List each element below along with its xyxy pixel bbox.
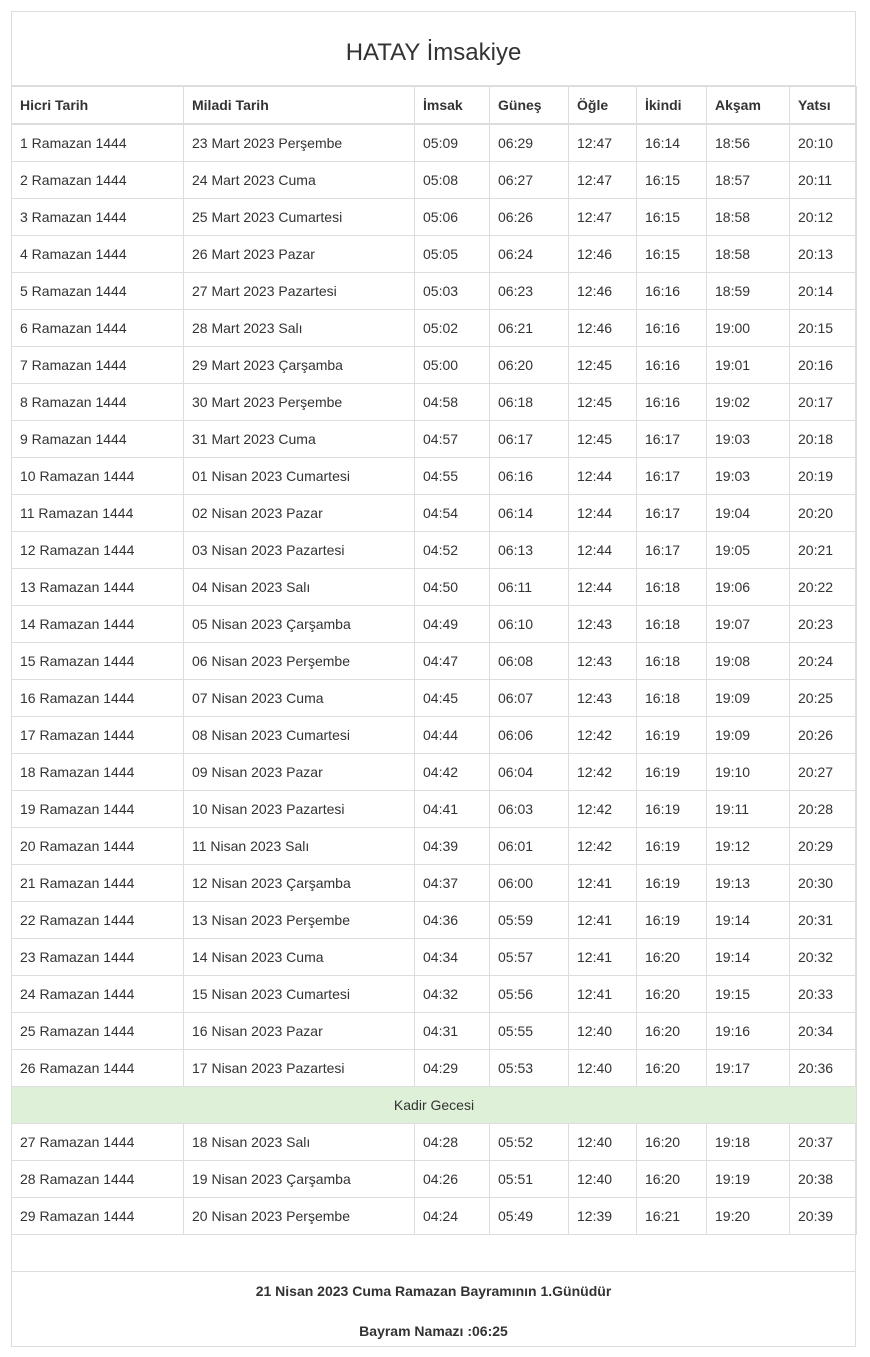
cell-gunes: 06:24 [490, 236, 569, 273]
cell-ogle: 12:46 [569, 273, 637, 310]
cell-miladi: 12 Nisan 2023 Çarşamba [184, 865, 415, 902]
cell-ogle: 12:47 [569, 199, 637, 236]
cell-imsak: 04:49 [415, 606, 490, 643]
cell-miladi: 20 Nisan 2023 Perşembe [184, 1198, 415, 1235]
table-row [12, 458, 857, 495]
table-row [12, 273, 857, 310]
kadir-gecesi-label: Kadir Gecesi [12, 1087, 857, 1124]
cell-ogle: 12:40 [569, 1161, 637, 1198]
cell-imsak: 05:06 [415, 199, 490, 236]
cell-aksam: 19:06 [707, 569, 790, 606]
cell-imsak: 05:02 [415, 310, 490, 347]
cell-imsak: 04:28 [415, 1124, 490, 1161]
cell-ogle: 12:42 [569, 754, 637, 791]
cell-gunes: 05:55 [490, 1013, 569, 1050]
cell-miladi: 17 Nisan 2023 Pazartesi [184, 1050, 415, 1087]
cell-miladi: 24 Mart 2023 Cuma [184, 162, 415, 199]
cell-hicri: 29 Ramazan 1444 [12, 1198, 184, 1235]
cell-hicri: 6 Ramazan 1444 [12, 310, 184, 347]
table-row [12, 1124, 857, 1161]
cell-hicri: 16 Ramazan 1444 [12, 680, 184, 717]
cell-gunes: 06:10 [490, 606, 569, 643]
cell-ogle: 12:43 [569, 680, 637, 717]
column-header-hicri: Hicri Tarih [12, 87, 184, 125]
cell-hicri: 3 Ramazan 1444 [12, 199, 184, 236]
cell-imsak: 04:47 [415, 643, 490, 680]
cell-miladi: 02 Nisan 2023 Pazar [184, 495, 415, 532]
table-row [12, 976, 857, 1013]
cell-ogle: 12:40 [569, 1013, 637, 1050]
cell-ikindi: 16:19 [637, 717, 707, 754]
cell-imsak: 04:32 [415, 976, 490, 1013]
cell-hicri: 25 Ramazan 1444 [12, 1013, 184, 1050]
cell-imsak: 05:08 [415, 162, 490, 199]
cell-miladi: 09 Nisan 2023 Pazar [184, 754, 415, 791]
cell-gunes: 06:01 [490, 828, 569, 865]
cell-aksam: 19:15 [707, 976, 790, 1013]
cell-yatsi: 20:12 [790, 199, 857, 236]
cell-aksam: 19:04 [707, 495, 790, 532]
cell-hicri: 4 Ramazan 1444 [12, 236, 184, 273]
cell-gunes: 06:20 [490, 347, 569, 384]
column-header-aksam: Akşam [707, 87, 790, 125]
cell-gunes: 06:07 [490, 680, 569, 717]
cell-hicri: 23 Ramazan 1444 [12, 939, 184, 976]
cell-ogle: 12:41 [569, 902, 637, 939]
cell-gunes: 06:27 [490, 162, 569, 199]
cell-yatsi: 20:16 [790, 347, 857, 384]
table-row [12, 1050, 857, 1087]
cell-ikindi: 16:17 [637, 458, 707, 495]
cell-miladi: 07 Nisan 2023 Cuma [184, 680, 415, 717]
column-header-yatsi: Yatsı [790, 87, 857, 125]
cell-yatsi: 20:23 [790, 606, 857, 643]
table-row [12, 384, 857, 421]
cell-aksam: 19:05 [707, 532, 790, 569]
table-row [12, 236, 857, 273]
cell-hicri: 13 Ramazan 1444 [12, 569, 184, 606]
cell-hicri: 1 Ramazan 1444 [12, 124, 184, 162]
cell-ikindi: 16:16 [637, 384, 707, 421]
cell-aksam: 18:57 [707, 162, 790, 199]
cell-gunes: 06:18 [490, 384, 569, 421]
cell-ogle: 12:41 [569, 939, 637, 976]
cell-ikindi: 16:15 [637, 199, 707, 236]
cell-imsak: 04:44 [415, 717, 490, 754]
cell-yatsi: 20:15 [790, 310, 857, 347]
bayram-namazi-text: Bayram Namazı :06:25 [359, 1323, 508, 1339]
cell-gunes: 06:21 [490, 310, 569, 347]
cell-yatsi: 20:37 [790, 1124, 857, 1161]
table-row [12, 1161, 857, 1198]
table-row [12, 865, 857, 902]
cell-yatsi: 20:31 [790, 902, 857, 939]
table-row [12, 643, 857, 680]
cell-hicri: 2 Ramazan 1444 [12, 162, 184, 199]
cell-ogle: 12:41 [569, 865, 637, 902]
cell-ikindi: 16:16 [637, 273, 707, 310]
cell-imsak: 04:45 [415, 680, 490, 717]
cell-miladi: 04 Nisan 2023 Salı [184, 569, 415, 606]
cell-hicri: 17 Ramazan 1444 [12, 717, 184, 754]
table-row [12, 791, 857, 828]
cell-yatsi: 20:11 [790, 162, 857, 199]
cell-ogle: 12:43 [569, 606, 637, 643]
cell-aksam: 19:18 [707, 1124, 790, 1161]
cell-ikindi: 16:20 [637, 976, 707, 1013]
cell-imsak: 05:00 [415, 347, 490, 384]
cell-ikindi: 16:15 [637, 162, 707, 199]
cell-miladi: 13 Nisan 2023 Perşembe [184, 902, 415, 939]
cell-hicri: 26 Ramazan 1444 [12, 1050, 184, 1087]
table-row [12, 421, 857, 458]
cell-yatsi: 20:27 [790, 754, 857, 791]
cell-imsak: 04:42 [415, 754, 490, 791]
table-row [12, 717, 857, 754]
cell-hicri: 21 Ramazan 1444 [12, 865, 184, 902]
cell-miladi: 23 Mart 2023 Perşembe [184, 124, 415, 162]
cell-ikindi: 16:17 [637, 421, 707, 458]
cell-yatsi: 20:20 [790, 495, 857, 532]
cell-hicri: 11 Ramazan 1444 [12, 495, 184, 532]
cell-ogle: 12:42 [569, 828, 637, 865]
cell-ogle: 12:45 [569, 384, 637, 421]
cell-yatsi: 20:21 [790, 532, 857, 569]
cell-yatsi: 20:38 [790, 1161, 857, 1198]
cell-aksam: 19:16 [707, 1013, 790, 1050]
cell-ogle: 12:47 [569, 124, 637, 162]
cell-aksam: 19:07 [707, 606, 790, 643]
cell-miladi: 11 Nisan 2023 Salı [184, 828, 415, 865]
cell-imsak: 04:57 [415, 421, 490, 458]
cell-miladi: 18 Nisan 2023 Salı [184, 1124, 415, 1161]
cell-miladi: 26 Mart 2023 Pazar [184, 236, 415, 273]
cell-gunes: 06:06 [490, 717, 569, 754]
cell-yatsi: 20:33 [790, 976, 857, 1013]
cell-ogle: 12:47 [569, 162, 637, 199]
table-header-row [12, 87, 857, 125]
cell-hicri: 14 Ramazan 1444 [12, 606, 184, 643]
cell-gunes: 06:26 [490, 199, 569, 236]
cell-ikindi: 16:18 [637, 569, 707, 606]
cell-ogle: 12:39 [569, 1198, 637, 1235]
cell-ikindi: 16:19 [637, 865, 707, 902]
cell-ikindi: 16:18 [637, 606, 707, 643]
cell-hicri: 10 Ramazan 1444 [12, 458, 184, 495]
cell-imsak: 04:55 [415, 458, 490, 495]
cell-ogle: 12:46 [569, 236, 637, 273]
cell-imsak: 04:39 [415, 828, 490, 865]
cell-aksam: 19:19 [707, 1161, 790, 1198]
cell-imsak: 05:09 [415, 124, 490, 162]
cell-gunes: 06:04 [490, 754, 569, 791]
cell-miladi: 10 Nisan 2023 Pazartesi [184, 791, 415, 828]
cell-aksam: 19:03 [707, 458, 790, 495]
cell-miladi: 25 Mart 2023 Cumartesi [184, 199, 415, 236]
cell-ogle: 12:40 [569, 1124, 637, 1161]
column-header-gunes: Güneş [490, 87, 569, 125]
column-header-ikindi: İkindi [637, 87, 707, 125]
cell-aksam: 19:12 [707, 828, 790, 865]
cell-miladi: 06 Nisan 2023 Perşembe [184, 643, 415, 680]
cell-ogle: 12:44 [569, 532, 637, 569]
cell-ikindi: 16:18 [637, 643, 707, 680]
cell-yatsi: 20:19 [790, 458, 857, 495]
cell-imsak: 04:29 [415, 1050, 490, 1087]
cell-aksam: 19:03 [707, 421, 790, 458]
cell-yatsi: 20:34 [790, 1013, 857, 1050]
table-row [12, 199, 857, 236]
cell-hicri: 12 Ramazan 1444 [12, 532, 184, 569]
table-row [12, 347, 857, 384]
cell-hicri: 7 Ramazan 1444 [12, 347, 184, 384]
cell-gunes: 06:23 [490, 273, 569, 310]
cell-hicri: 8 Ramazan 1444 [12, 384, 184, 421]
table-row [12, 680, 857, 717]
cell-gunes: 06:11 [490, 569, 569, 606]
cell-ikindi: 16:19 [637, 828, 707, 865]
cell-aksam: 19:09 [707, 680, 790, 717]
cell-yatsi: 20:17 [790, 384, 857, 421]
cell-hicri: 28 Ramazan 1444 [12, 1161, 184, 1198]
bayram-footer [12, 1272, 855, 1348]
cell-ikindi: 16:18 [637, 680, 707, 717]
cell-miladi: 15 Nisan 2023 Cumartesi [184, 976, 415, 1013]
table-row [12, 495, 857, 532]
cell-hicri: 27 Ramazan 1444 [12, 1124, 184, 1161]
cell-yatsi: 20:14 [790, 273, 857, 310]
cell-ogle: 12:45 [569, 347, 637, 384]
cell-yatsi: 20:10 [790, 124, 857, 162]
cell-imsak: 05:03 [415, 273, 490, 310]
column-header-miladi: Miladi Tarih [184, 87, 415, 125]
bayram-text: 21 Nisan 2023 Cuma Ramazan Bayramının 1.Günüdür [255, 1283, 612, 1299]
cell-miladi: 16 Nisan 2023 Pazar [184, 1013, 415, 1050]
cell-gunes: 06:17 [490, 421, 569, 458]
cell-gunes: 05:56 [490, 976, 569, 1013]
cell-miladi: 31 Mart 2023 Cuma [184, 421, 415, 458]
cell-miladi: 30 Mart 2023 Perşembe [184, 384, 415, 421]
table-row [12, 606, 857, 643]
cell-ikindi: 16:19 [637, 754, 707, 791]
cell-yatsi: 20:28 [790, 791, 857, 828]
table-row [12, 569, 857, 606]
cell-aksam: 19:11 [707, 791, 790, 828]
cell-miladi: 29 Mart 2023 Çarşamba [184, 347, 415, 384]
table-row [12, 1198, 857, 1235]
cell-ikindi: 16:15 [637, 236, 707, 273]
cell-hicri: 24 Ramazan 1444 [12, 976, 184, 1013]
cell-ikindi: 16:16 [637, 347, 707, 384]
cell-gunes: 06:08 [490, 643, 569, 680]
cell-aksam: 19:01 [707, 347, 790, 384]
table-row [12, 532, 857, 569]
cell-ogle: 12:46 [569, 310, 637, 347]
cell-imsak: 04:41 [415, 791, 490, 828]
cell-gunes: 06:03 [490, 791, 569, 828]
cell-ikindi: 16:16 [637, 310, 707, 347]
cell-imsak: 04:26 [415, 1161, 490, 1198]
cell-imsak: 04:54 [415, 495, 490, 532]
cell-ikindi: 16:20 [637, 1161, 707, 1198]
column-header-imsak: İmsak [415, 87, 490, 125]
cell-ikindi: 16:21 [637, 1198, 707, 1235]
cell-aksam: 18:58 [707, 199, 790, 236]
kadir-gecesi-row [12, 1087, 857, 1124]
cell-yatsi: 20:30 [790, 865, 857, 902]
table-row [12, 902, 857, 939]
cell-miladi: 08 Nisan 2023 Cumartesi [184, 717, 415, 754]
cell-miladi: 27 Mart 2023 Pazartesi [184, 273, 415, 310]
cell-yatsi: 20:36 [790, 1050, 857, 1087]
cell-gunes: 05:53 [490, 1050, 569, 1087]
cell-ikindi: 16:14 [637, 124, 707, 162]
cell-gunes: 06:16 [490, 458, 569, 495]
cell-hicri: 19 Ramazan 1444 [12, 791, 184, 828]
cell-ogle: 12:42 [569, 791, 637, 828]
cell-aksam: 19:08 [707, 643, 790, 680]
cell-gunes: 06:13 [490, 532, 569, 569]
table-spacer [12, 1235, 855, 1272]
imsakiye-table [11, 86, 857, 1235]
cell-gunes: 05:52 [490, 1124, 569, 1161]
cell-yatsi: 20:25 [790, 680, 857, 717]
cell-ogle: 12:42 [569, 717, 637, 754]
cell-hicri: 22 Ramazan 1444 [12, 902, 184, 939]
cell-imsak: 04:31 [415, 1013, 490, 1050]
cell-aksam: 19:14 [707, 939, 790, 976]
cell-hicri: 9 Ramazan 1444 [12, 421, 184, 458]
cell-ikindi: 16:20 [637, 1050, 707, 1087]
cell-ikindi: 16:19 [637, 902, 707, 939]
cell-ogle: 12:45 [569, 421, 637, 458]
cell-aksam: 18:59 [707, 273, 790, 310]
cell-aksam: 19:10 [707, 754, 790, 791]
table-row [12, 124, 857, 162]
cell-ogle: 12:44 [569, 495, 637, 532]
cell-ikindi: 16:20 [637, 1124, 707, 1161]
cell-imsak: 04:58 [415, 384, 490, 421]
cell-miladi: 03 Nisan 2023 Pazartesi [184, 532, 415, 569]
cell-aksam: 19:13 [707, 865, 790, 902]
cell-aksam: 19:00 [707, 310, 790, 347]
cell-yatsi: 20:39 [790, 1198, 857, 1235]
cell-aksam: 19:02 [707, 384, 790, 421]
cell-yatsi: 20:18 [790, 421, 857, 458]
cell-yatsi: 20:26 [790, 717, 857, 754]
table-row [12, 828, 857, 865]
cell-ogle: 12:44 [569, 569, 637, 606]
cell-imsak: 04:34 [415, 939, 490, 976]
imsakiye-panel [11, 11, 856, 1347]
cell-ikindi: 16:17 [637, 495, 707, 532]
cell-imsak: 04:24 [415, 1198, 490, 1235]
cell-gunes: 06:14 [490, 495, 569, 532]
column-header-ogle: Öğle [569, 87, 637, 125]
cell-gunes: 06:00 [490, 865, 569, 902]
cell-ogle: 12:40 [569, 1050, 637, 1087]
cell-ikindi: 16:20 [637, 1013, 707, 1050]
table-row [12, 162, 857, 199]
cell-miladi: 19 Nisan 2023 Çarşamba [184, 1161, 415, 1198]
cell-hicri: 15 Ramazan 1444 [12, 643, 184, 680]
cell-ikindi: 16:20 [637, 939, 707, 976]
cell-miladi: 01 Nisan 2023 Cumartesi [184, 458, 415, 495]
cell-yatsi: 20:32 [790, 939, 857, 976]
cell-gunes: 05:49 [490, 1198, 569, 1235]
cell-miladi: 05 Nisan 2023 Çarşamba [184, 606, 415, 643]
cell-aksam: 19:09 [707, 717, 790, 754]
cell-yatsi: 20:22 [790, 569, 857, 606]
cell-gunes: 05:57 [490, 939, 569, 976]
table-row [12, 1013, 857, 1050]
cell-imsak: 04:36 [415, 902, 490, 939]
cell-ogle: 12:43 [569, 643, 637, 680]
cell-ogle: 12:44 [569, 458, 637, 495]
cell-gunes: 06:29 [490, 124, 569, 162]
table-row [12, 310, 857, 347]
cell-yatsi: 20:13 [790, 236, 857, 273]
cell-imsak: 04:37 [415, 865, 490, 902]
cell-aksam: 19:20 [707, 1198, 790, 1235]
cell-yatsi: 20:29 [790, 828, 857, 865]
cell-hicri: 5 Ramazan 1444 [12, 273, 184, 310]
cell-gunes: 05:59 [490, 902, 569, 939]
cell-aksam: 19:14 [707, 902, 790, 939]
cell-imsak: 05:05 [415, 236, 490, 273]
cell-imsak: 04:52 [415, 532, 490, 569]
cell-gunes: 05:51 [490, 1161, 569, 1198]
cell-miladi: 14 Nisan 2023 Cuma [184, 939, 415, 976]
cell-aksam: 18:56 [707, 124, 790, 162]
cell-aksam: 19:17 [707, 1050, 790, 1087]
cell-ikindi: 16:17 [637, 532, 707, 569]
cell-aksam: 18:58 [707, 236, 790, 273]
cell-ikindi: 16:19 [637, 791, 707, 828]
page-title: HATAY İmsakiye [12, 12, 855, 86]
cell-yatsi: 20:24 [790, 643, 857, 680]
cell-miladi: 28 Mart 2023 Salı [184, 310, 415, 347]
cell-hicri: 20 Ramazan 1444 [12, 828, 184, 865]
cell-hicri: 18 Ramazan 1444 [12, 754, 184, 791]
cell-ogle: 12:41 [569, 976, 637, 1013]
table-row [12, 939, 857, 976]
cell-imsak: 04:50 [415, 569, 490, 606]
table-row [12, 754, 857, 791]
